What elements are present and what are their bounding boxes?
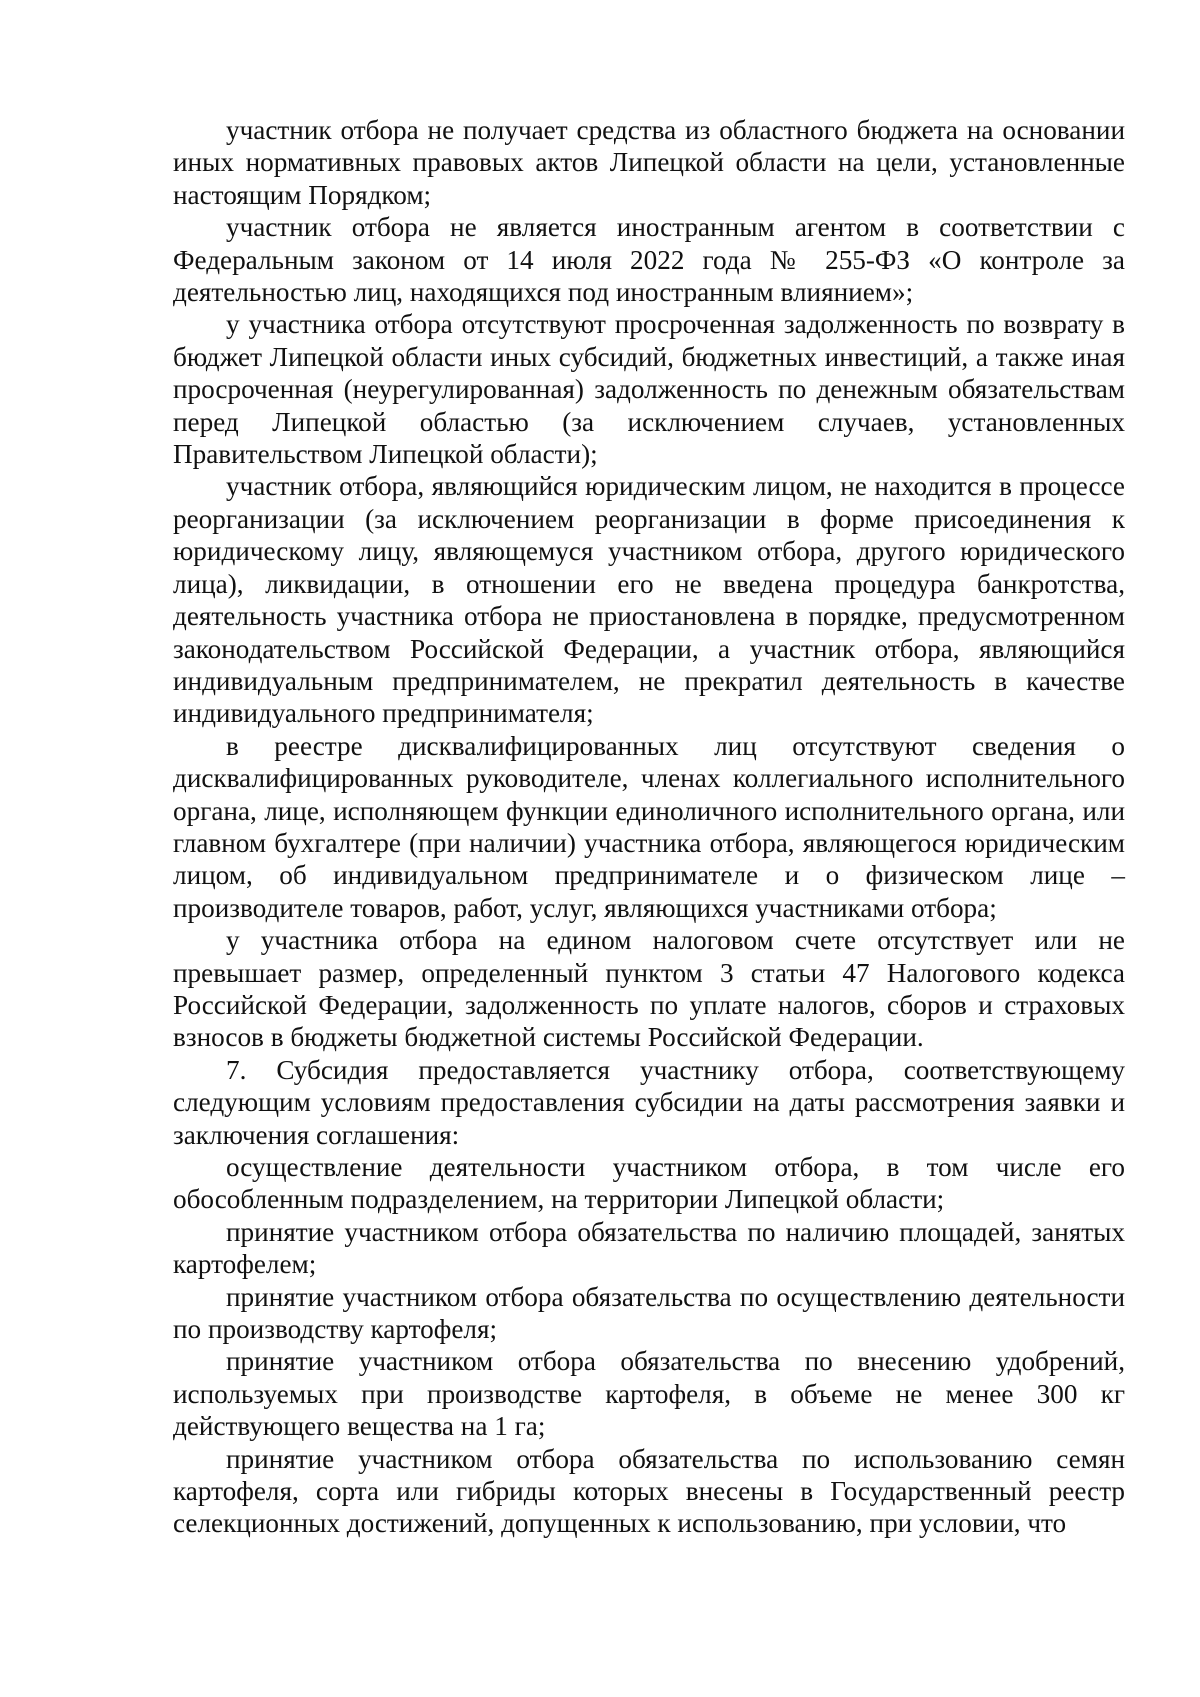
paragraph-no-overdue-debt: у участника отбора отсутствуют просроченная задолженность по возврату в бюджет Липецкой области иных субсидий, бюджетных инвестиций, а также иная просроченная (неурегулированная) задолженность по денежным обязательствам перед Липецкой областью (за исключением случаев, установленных Правительством Липецкой области);	[173, 309, 1125, 470]
paragraph-potato-production: принятие участником отбора обязательства по осуществлению деятельности по производству картофеля;	[173, 1281, 1125, 1345]
paragraph-disqualified-persons-registry: в реестре дисквалифицированных лиц отсутствуют сведения о дисквалифицированных руководителе, членах коллегиального исполнительного органа, лице, исполняющем функции единоличного исполнительного органа, или главном бухгалтере (при наличии) участника отбора, являющегося юридическим лицом, об индивидуальном предпринимателе и о физическом лице – производителе товаров, работ, услуг, являющихся участниками отбора;	[173, 730, 1125, 923]
document-body	[173, 114, 1125, 1540]
paragraph-seed-obligation: принятие участником отбора обязательства по использованию семян картофеля, сорта или гибриды которых внесены в Государственный реестр селекционных достижений, допущенных к использованию, при условии, что	[173, 1443, 1125, 1539]
paragraph-no-other-budget-funds: участник отбора не получает средства из областного бюджета на основании иных нормативных правовых актов Липецкой области на цели, установленные настоящим Порядком;	[173, 115, 1125, 210]
paragraph-not-foreign-agent: участник отбора не является иностранным агентом в соответствии с Федеральным законом от 14 июля 2022 года № 255-ФЗ «О контроле за деятельностью лиц, находящихся под иностранным влиянием»;	[173, 212, 1125, 308]
paragraph-item-7-subsidy-conditions: 7. Субсидия предоставляется участнику отбора, соответствующему следующим условиям предоставления субсидии на даты рассмотрения заявки и заключения соглашения:	[173, 1054, 1125, 1150]
paragraph-tax-account: у участника отбора на едином налоговом счете отсутствует или не превышает размер, определенный пунктом 3 статьи 47 Налогового кодекса Российской Федерации, задолженность по уплате налогов, сборов и страховых взносов в бюджеты бюджетной системы Российской Федерации.	[173, 925, 1125, 1053]
paragraph-fertilizer-obligation: принятие участником отбора обязательства по внесению удобрений, используемых при производстве картофеля, в объеме не менее 300 кг действующего вещества на 1 га;	[173, 1346, 1125, 1442]
paragraph-activity-in-region: осуществление деятельности участником отбора, в том числе его обособленным подразделением, на территории Липецкой области;	[173, 1152, 1125, 1215]
paragraph-potato-areas: принятие участником отбора обязательства по наличию площадей, занятых картофелем;	[173, 1216, 1125, 1280]
paragraph-no-reorganization: участник отбора, являющийся юридическим лицом, не находится в процессе реорганизации (за исключением реорганизации в форме присоединения к юридическому лицу, являющемуся участником отбора, другого юридического лица), ликвидации, в отношении его не введена процедура банкротства, деятельность участника отбора не приостановлена в порядке, предусмотренном законодательством Российской Федерации, а участник отбора, являющийся индивидуальным предпринимателем, не прекратил деятельность в качестве индивидуального предпринимателя;	[173, 471, 1125, 729]
